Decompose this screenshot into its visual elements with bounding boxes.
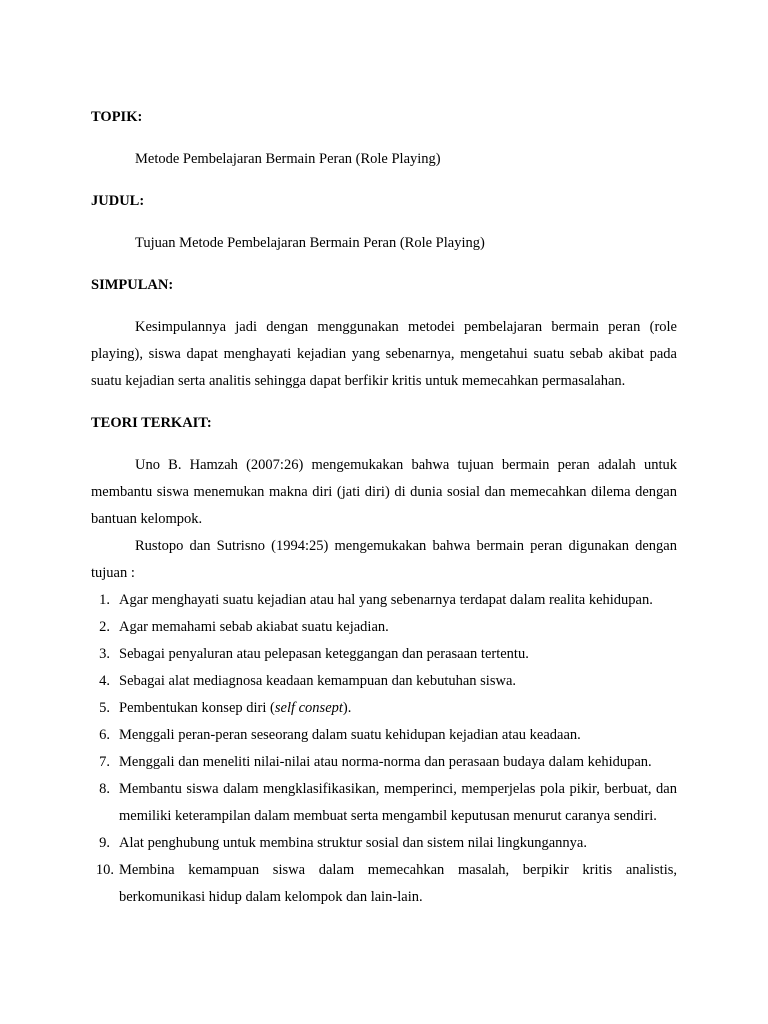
topik-text: Metode Pembelajaran Bermain Peran (Role Playing) — [135, 151, 441, 167]
list-item-text-italic: self consept — [274, 700, 343, 716]
simpulan-heading: SIMPULAN: — [91, 277, 174, 293]
list-item-number: 8. — [99, 781, 110, 797]
list-item-number: 9. — [99, 835, 110, 851]
list-item-text-post: ). — [342, 700, 352, 716]
judul-text: Tujuan Metode Pembelajaran Bermain Peran (Role Playing) — [135, 235, 485, 251]
list-item — [91, 857, 677, 911]
list-item — [91, 830, 677, 857]
teori-paragraph-rustopo: Rustopo dan Sutrisno (1994:25) mengemukakan bahwa bermain peran digunakan dengan tujuan : — [91, 538, 677, 581]
list-item-number: 7. — [99, 754, 110, 770]
document-body — [91, 104, 677, 911]
list-item — [91, 641, 677, 668]
list-item-text: Agar menghayati suatu kejadian atau hal yang sebenarnya terdapat dalam realita kehidupan. — [119, 592, 653, 608]
list-item — [91, 614, 677, 641]
list-item-text-pre: Pembentukan konsep diri ( — [119, 700, 275, 716]
list-item — [91, 749, 677, 776]
list-item-number: 4. — [99, 673, 110, 689]
list-item-number: 3. — [99, 646, 110, 662]
list-item — [91, 776, 677, 830]
list-item-number: 2. — [99, 619, 110, 635]
list-item-text: Sebagai penyaluran atau pelepasan keteggangan dan perasaan tertentu. — [119, 646, 529, 662]
list-item-text: Alat penghubung untuk membina struktur sosial dan sistem nilai lingkungannya. — [119, 835, 587, 851]
list-item-number: 1. — [99, 592, 110, 608]
list-item-text: Sebagai alat mediagnosa keadaan kemampuan dan kebutuhan siswa. — [119, 673, 517, 689]
tujuan-list — [91, 587, 677, 911]
teori-paragraph-hamzah: Uno B. Hamzah (2007:26) mengemukakan bahwa tujuan bermain peran adalah untuk membantu siswa menemukan makna diri (jati diri) di dunia sosial dan memecahkan dilema dengan bantuan kelompok. — [91, 457, 677, 527]
list-item-text: Membantu siswa dalam mengklasifikasikan, memperinci, memperjelas pola pikir, berbuat, dan memiliki keterampilan dalam membuat serta mengambil keputusan menurut caranya sendiri. — [119, 781, 677, 824]
list-item — [91, 722, 677, 749]
topik-heading: TOPIK: — [91, 109, 143, 125]
list-item-text: Membina kemampuan siswa dalam memecahkan masalah, berpikir kritis analistis, berkomunikasi hidup dalam kelompok dan lain-lain. — [119, 862, 677, 905]
list-item — [91, 695, 677, 722]
list-item-text: Menggali peran-peran seseorang dalam suatu kehidupan kejadian atau keadaan. — [119, 727, 581, 743]
list-item-text — [119, 695, 677, 722]
teori-heading: TEORI TERKAIT: — [91, 415, 212, 431]
list-item-text: Menggali dan meneliti nilai-nilai atau norma-norma dan perasaan budaya dalam kehidupan. — [119, 754, 652, 770]
list-item-text: Agar memahami sebab akiabat suatu kejadian. — [119, 619, 389, 635]
list-item-number: 10. — [95, 862, 114, 878]
list-item — [91, 668, 677, 695]
list-item-number: 6. — [99, 727, 110, 743]
simpulan-paragraph: Kesimpulannya jadi dengan menggunakan metodei pembelajaran bermain peran (role playing), siswa dapat menghayati kejadian yang sebenarnya, mengetahui suatu sebab akibat pada suatu kejadian serta analitis sehingga dapat berfikir kritis untuk memecahkan permasalahan. — [91, 319, 677, 389]
list-item-number: 5. — [99, 700, 110, 716]
judul-heading: JUDUL: — [91, 193, 145, 209]
list-item — [91, 587, 677, 614]
